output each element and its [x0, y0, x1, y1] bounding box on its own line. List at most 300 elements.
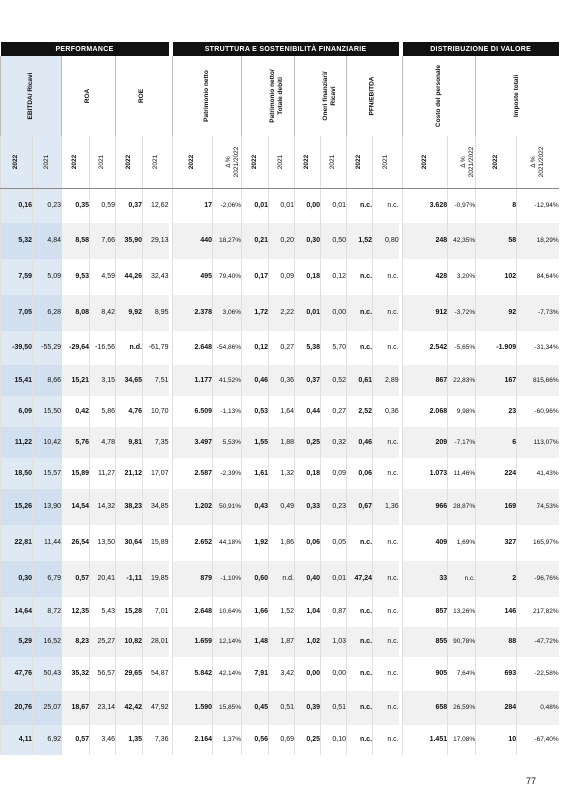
table-cell: 0,80 [373, 223, 399, 259]
table-cell: 6,79 [33, 561, 62, 597]
metric-roa: ROA [62, 56, 116, 136]
table-cell: 0,45 [242, 691, 269, 725]
table-cell: 0,40 [295, 561, 321, 597]
table-cell: 17,07 [143, 458, 169, 489]
table-cell: n.c. [373, 627, 399, 657]
table-cell: 12,62 [143, 189, 169, 223]
table-cell: 0,57 [62, 725, 90, 755]
table-cell: 0,05 [321, 525, 347, 561]
table-cell: 5,09 [33, 259, 62, 295]
table-cell: 0,09 [321, 458, 347, 489]
table-cell: 0,46 [347, 427, 373, 458]
table-row [1, 725, 559, 755]
table-cell: 14,54 [62, 489, 90, 525]
table-cell: 35,90 [116, 223, 143, 259]
table-cell: 0,30 [1, 561, 33, 597]
table-cell: 0,12 [242, 331, 269, 365]
table-cell: 15,57 [33, 458, 62, 489]
table-cell: 0,60 [242, 561, 269, 597]
table-cell: 9,81 [116, 427, 143, 458]
table-cell: 1,55 [242, 427, 269, 458]
table-cell: 495 [173, 259, 213, 295]
table-cell: n.c. [347, 259, 373, 295]
table-cell: 32,43 [143, 259, 169, 295]
table-cell: 92 [476, 295, 517, 331]
group-struttura: STRUTTURA E SOSTENIBILITÀ FINANZIARIE [173, 42, 399, 56]
table-cell: 34,65 [116, 365, 143, 396]
table-cell: 10,64% [213, 597, 242, 627]
table-cell: n.c. [347, 691, 373, 725]
table-cell: 13,26% [448, 597, 476, 627]
table-cell: 693 [476, 657, 517, 691]
table-cell: 13,50 [90, 525, 116, 561]
table-row [1, 691, 559, 725]
table-cell: 1,61 [242, 458, 269, 489]
table-cell: -29,64 [62, 331, 90, 365]
table-cell: 35,32 [62, 657, 90, 691]
metric-oneri: Oneri finanziari/ Ricavi [295, 56, 347, 136]
table-cell: 905 [403, 657, 448, 691]
table-cell: 966 [403, 489, 448, 525]
table-cell: 5.842 [173, 657, 213, 691]
table-cell: 2.542 [403, 331, 448, 365]
delta-label: Δ % 2021/2022 [529, 146, 545, 178]
table-cell: 327 [476, 525, 517, 561]
table-cell: 10,42 [33, 427, 62, 458]
table-cell: 7,01 [143, 597, 169, 627]
table-cell: 23,14 [90, 691, 116, 725]
table-cell: 22,83% [448, 365, 476, 396]
table-cell: 2.652 [173, 525, 213, 561]
table-cell: 6,09 [1, 396, 33, 427]
table-cell: 42,35% [448, 223, 476, 259]
table-cell: 56,57 [90, 657, 116, 691]
table-cell: 1,92 [242, 525, 269, 561]
table-cell: 7,35 [143, 427, 169, 458]
table-cell: 15,26 [1, 489, 33, 525]
table-cell: 0,23 [321, 489, 347, 525]
table-cell: -47,72% [517, 627, 559, 657]
table-cell: 18,67 [62, 691, 90, 725]
table-cell: 18,29% [517, 223, 559, 259]
table-cell: 0,49 [269, 489, 295, 525]
table-cell: 8,72 [33, 597, 62, 627]
table-cell: 29,65 [116, 657, 143, 691]
table-cell: 2 [476, 561, 517, 597]
table-cell: 7,59 [1, 259, 33, 295]
table-row [1, 259, 559, 295]
table-cell: 23 [476, 396, 517, 427]
table-cell: -22,58% [517, 657, 559, 691]
table-cell: 0,37 [116, 189, 143, 223]
table-cell: 1,36 [373, 489, 399, 525]
table-cell: 2,22 [269, 295, 295, 331]
table-cell: 1,52 [269, 597, 295, 627]
table-cell: 0,37 [295, 365, 321, 396]
year-2022: 2022 [125, 154, 132, 170]
table-cell: 18,27% [213, 223, 242, 259]
year-2021: 2021 [98, 154, 106, 170]
table-cell: 15,89 [62, 458, 90, 489]
table-cell: n.c. [347, 657, 373, 691]
table-cell: 815,66% [517, 365, 559, 396]
table-cell: 1,48 [242, 627, 269, 657]
table-cell: 15,28 [116, 597, 143, 627]
table-cell: 15,41 [1, 365, 33, 396]
table-cell: 165,97% [517, 525, 559, 561]
year-2022: 2022 [71, 154, 79, 170]
table-cell: 29,13 [143, 223, 169, 259]
table-cell: 20,76 [1, 691, 33, 725]
table-cell: 3,06% [213, 295, 242, 331]
table-cell: 0,35 [62, 189, 90, 223]
year-2021: 2021 [277, 154, 285, 170]
table-cell: 1,35 [116, 725, 143, 755]
table-cell: 0,17 [242, 259, 269, 295]
table-cell: -16,56 [90, 331, 116, 365]
table-cell: 4,84 [33, 223, 62, 259]
table-cell: -60,96% [517, 396, 559, 427]
table-cell: 2,89 [373, 365, 399, 396]
table-cell: -1.909 [476, 331, 517, 365]
table-cell: 867 [403, 365, 448, 396]
table-cell: 28,87% [448, 489, 476, 525]
table-cell: 6 [476, 427, 517, 458]
table-cell: 8,08 [62, 295, 90, 331]
table-cell: 7,64% [448, 657, 476, 691]
table-cell: n.c. [347, 597, 373, 627]
table-cell: 2,52 [347, 396, 373, 427]
year-2022: 2022 [12, 154, 20, 170]
year-2022: 2022 [251, 154, 259, 170]
table-cell: 7,51 [143, 365, 169, 396]
table-body [1, 189, 559, 755]
table-cell: n.c. [373, 725, 399, 755]
table-cell: 0,16 [1, 189, 33, 223]
table-cell: -0,97% [448, 189, 476, 223]
year-2021: 2021 [329, 154, 337, 170]
group-distribuzione: DISTRIBUZIONE DI VALORE [403, 42, 559, 56]
table-cell: n.c. [373, 458, 399, 489]
table-cell: 0,00 [295, 657, 321, 691]
table-cell: 1.202 [173, 489, 213, 525]
table-cell: 11,44 [33, 525, 62, 561]
table-cell: 5,86 [90, 396, 116, 427]
table-cell: -54,86% [213, 331, 242, 365]
table-cell: 58 [476, 223, 517, 259]
table-cell: -96,76% [517, 561, 559, 597]
table-row [1, 489, 559, 525]
table-cell: 3,20% [448, 259, 476, 295]
table-cell: 2.068 [403, 396, 448, 427]
table-cell: 169 [476, 489, 517, 525]
table-cell: -7,17% [448, 427, 476, 458]
table-cell: n.c. [373, 259, 399, 295]
table-cell: 74,53% [517, 489, 559, 525]
table-cell: 44,26 [116, 259, 143, 295]
table-cell: 10 [476, 725, 517, 755]
table-cell: 11,46% [448, 458, 476, 489]
table-cell: 209 [403, 427, 448, 458]
table-cell: 50,43 [33, 657, 62, 691]
table-cell: n.d. [269, 561, 295, 597]
table-cell: n.c. [347, 525, 373, 561]
metric-pfn: PFN/EBITDA [347, 56, 399, 136]
table-cell: 19,85 [143, 561, 169, 597]
table-cell: 1,64 [269, 396, 295, 427]
table-cell: 0,42 [62, 396, 90, 427]
table-cell: 6,28 [33, 295, 62, 331]
table-cell: 0,01 [295, 295, 321, 331]
table-cell: n.d. [116, 331, 143, 365]
table-cell: 428 [403, 259, 448, 295]
table-cell: 0,00 [321, 295, 347, 331]
year-2021: 2021 [381, 154, 389, 170]
table-cell: n.c. [448, 561, 476, 597]
table-cell: 146 [476, 597, 517, 627]
table-cell: 42,14% [213, 657, 242, 691]
table-cell: 0,67 [347, 489, 373, 525]
table-cell: 0,01 [242, 189, 269, 223]
table-cell: 8,66 [33, 365, 62, 396]
table-cell: 284 [476, 691, 517, 725]
table-cell: 0,51 [269, 691, 295, 725]
table-cell: 1,52 [347, 223, 373, 259]
table-cell: 5,38 [295, 331, 321, 365]
table-cell: 1,86 [269, 525, 295, 561]
table-cell: 2.648 [173, 331, 213, 365]
table-cell: 0,39 [295, 691, 321, 725]
table-cell: 857 [403, 597, 448, 627]
table-cell: 879 [173, 561, 213, 597]
year-2021: 2021 [151, 154, 159, 170]
table-cell: 41,52% [213, 365, 242, 396]
table-cell: 658 [403, 691, 448, 725]
table-cell: 26,54 [62, 525, 90, 561]
table-cell: 0,51 [321, 691, 347, 725]
table-row [1, 458, 559, 489]
table-row [1, 365, 559, 396]
table-row [1, 525, 559, 561]
table-row [1, 597, 559, 627]
table-cell: 8,95 [143, 295, 169, 331]
table-cell: 0,00 [295, 189, 321, 223]
table-cell: 1,88 [269, 427, 295, 458]
table-cell: n.c. [373, 525, 399, 561]
table-cell: 1,37% [213, 725, 242, 755]
table-cell: 14,32 [90, 489, 116, 525]
table-cell: n.c. [347, 189, 373, 223]
table-cell: 0,43 [242, 489, 269, 525]
table-cell: 15,89 [143, 525, 169, 561]
table-cell: 33 [403, 561, 448, 597]
table-cell: 0,06 [347, 458, 373, 489]
table-cell: 15,50 [33, 396, 62, 427]
table-cell: -1,11 [116, 561, 143, 597]
table-cell: 9,53 [62, 259, 90, 295]
table-cell: 1.073 [403, 458, 448, 489]
table-cell: 912 [403, 295, 448, 331]
table-cell: 0,10 [321, 725, 347, 755]
table-cell: 10,70 [143, 396, 169, 427]
page-number: 77 [525, 776, 536, 786]
table-cell: 0,25 [295, 725, 321, 755]
table-cell: 2.648 [173, 597, 213, 627]
year-2022: 2022 [421, 154, 429, 170]
table-row [1, 396, 559, 427]
table-cell: n.c. [373, 657, 399, 691]
delta-label: Δ % 2021/2022 [225, 146, 241, 178]
table-cell: -2,39% [213, 458, 242, 489]
table-cell: 409 [403, 525, 448, 561]
table-row [1, 295, 559, 331]
table-cell: 0,23 [33, 189, 62, 223]
table-cell: 8 [476, 189, 517, 223]
table-cell: n.c. [373, 561, 399, 597]
table-cell: 15,21 [62, 365, 90, 396]
table-cell: 4,76 [116, 396, 143, 427]
table-cell: 3.497 [173, 427, 213, 458]
table-cell: 0,00 [321, 657, 347, 691]
delta-label: Δ % 2021/2022 [460, 146, 476, 178]
table-cell: 5,76 [62, 427, 90, 458]
table-cell: 1.177 [173, 365, 213, 396]
table-cell: 54,87 [143, 657, 169, 691]
table-cell: 113,07% [517, 427, 559, 458]
table-cell: 1,72 [242, 295, 269, 331]
table-cell: n.c. [373, 331, 399, 365]
table-cell: n.c. [373, 597, 399, 627]
metric-patrimonio: Patrimonio netto [173, 56, 242, 136]
table-cell: 22,81 [1, 525, 33, 561]
table-cell: 1,02 [295, 627, 321, 657]
financial-table [0, 42, 559, 755]
table-cell: 17,08% [448, 725, 476, 755]
table-cell: 0,25 [295, 427, 321, 458]
table-cell: 17 [173, 189, 213, 223]
table-cell: 2.378 [173, 295, 213, 331]
table-cell: 0,01 [269, 189, 295, 223]
table-cell: n.c. [373, 427, 399, 458]
metric-roe: ROE [116, 56, 169, 136]
table-cell: 0,36 [373, 396, 399, 427]
table-cell: 7,66 [90, 223, 116, 259]
table-row [1, 657, 559, 691]
table-cell: 28,01 [143, 627, 169, 657]
table-cell: 4,59 [90, 259, 116, 295]
table-cell: n.c. [373, 189, 399, 223]
year-2022: 2022 [188, 154, 196, 170]
table-cell: 0,01 [321, 189, 347, 223]
table-cell: -55,29 [33, 331, 62, 365]
table-cell: 21,12 [116, 458, 143, 489]
table-cell: 1,03 [321, 627, 347, 657]
table-cell: 0,52 [321, 365, 347, 396]
table-cell: 14,64 [1, 597, 33, 627]
table-cell: 0,56 [242, 725, 269, 755]
table-cell: 0,57 [62, 561, 90, 597]
table-cell: 25,27 [90, 627, 116, 657]
metric-ebitda: EBITDA/ Ricavi [1, 56, 62, 136]
table-cell: 7,36 [143, 725, 169, 755]
table-cell: 0,33 [295, 489, 321, 525]
table-cell: 1,32 [269, 458, 295, 489]
table-cell: 0,18 [295, 259, 321, 295]
metric-imposte: Imposte totali [476, 56, 559, 136]
table-cell: 3.628 [403, 189, 448, 223]
table-cell: 50,91% [213, 489, 242, 525]
table-cell: 42,42 [116, 691, 143, 725]
table-cell: -39,50 [1, 331, 33, 365]
table-cell: 2.164 [173, 725, 213, 755]
table-cell: 30,64 [116, 525, 143, 561]
table-cell: -1,10% [213, 561, 242, 597]
table-cell: n.c. [347, 331, 373, 365]
table-cell: -7,73% [517, 295, 559, 331]
table-cell: 8,58 [62, 223, 90, 259]
table-cell: 0,53 [242, 396, 269, 427]
table-cell: 3,15 [90, 365, 116, 396]
table-cell: 0,48% [517, 691, 559, 725]
table-cell: -31,34% [517, 331, 559, 365]
table-cell: 0,61 [347, 365, 373, 396]
table-cell: 0,30 [295, 223, 321, 259]
table-cell: 224 [476, 458, 517, 489]
table-cell: 0,50 [321, 223, 347, 259]
table-cell: 0,59 [90, 189, 116, 223]
table-row [1, 189, 559, 223]
year-2022: 2022 [355, 154, 363, 170]
table-cell: 10,82 [116, 627, 143, 657]
table-cell: -61,79 [143, 331, 169, 365]
metric-pn-debiti: Patrimonio netto/ Totale debiti [242, 56, 295, 136]
table-cell: 34,85 [143, 489, 169, 525]
table-cell: 4,11 [1, 725, 33, 755]
table-cell: 11,22 [1, 427, 33, 458]
table-cell: 7,05 [1, 295, 33, 331]
table-cell: 5,29 [1, 627, 33, 657]
table-cell: 6,92 [33, 725, 62, 755]
table-cell: 440 [173, 223, 213, 259]
table-cell: 0,01 [321, 561, 347, 597]
table-cell: 855 [403, 627, 448, 657]
table-cell: 0,27 [321, 396, 347, 427]
year-2022: 2022 [492, 154, 500, 170]
table-row [1, 223, 559, 259]
table-cell: 13,90 [33, 489, 62, 525]
table-cell: 0,44 [295, 396, 321, 427]
table-cell: -2,06% [213, 189, 242, 223]
table-cell: 0,20 [269, 223, 295, 259]
table-cell: 12,14% [213, 627, 242, 657]
table-cell: 5,43 [90, 597, 116, 627]
table-cell: n.c. [373, 691, 399, 725]
table-cell: 102 [476, 259, 517, 295]
table-cell: 7,91 [242, 657, 269, 691]
table-cell: n.c. [347, 627, 373, 657]
table-cell: 5,53% [213, 427, 242, 458]
table-cell: 2.587 [173, 458, 213, 489]
table-cell: 1,69% [448, 525, 476, 561]
table-cell: 16,52 [33, 627, 62, 657]
table-cell: 47,92 [143, 691, 169, 725]
table-cell: 12,35 [62, 597, 90, 627]
table-cell: 4,78 [90, 427, 116, 458]
table-cell: 88 [476, 627, 517, 657]
table-cell: 41,43% [517, 458, 559, 489]
group-performance: PERFORMANCE [1, 42, 169, 56]
metric-costo: Costo del personale [403, 56, 476, 136]
